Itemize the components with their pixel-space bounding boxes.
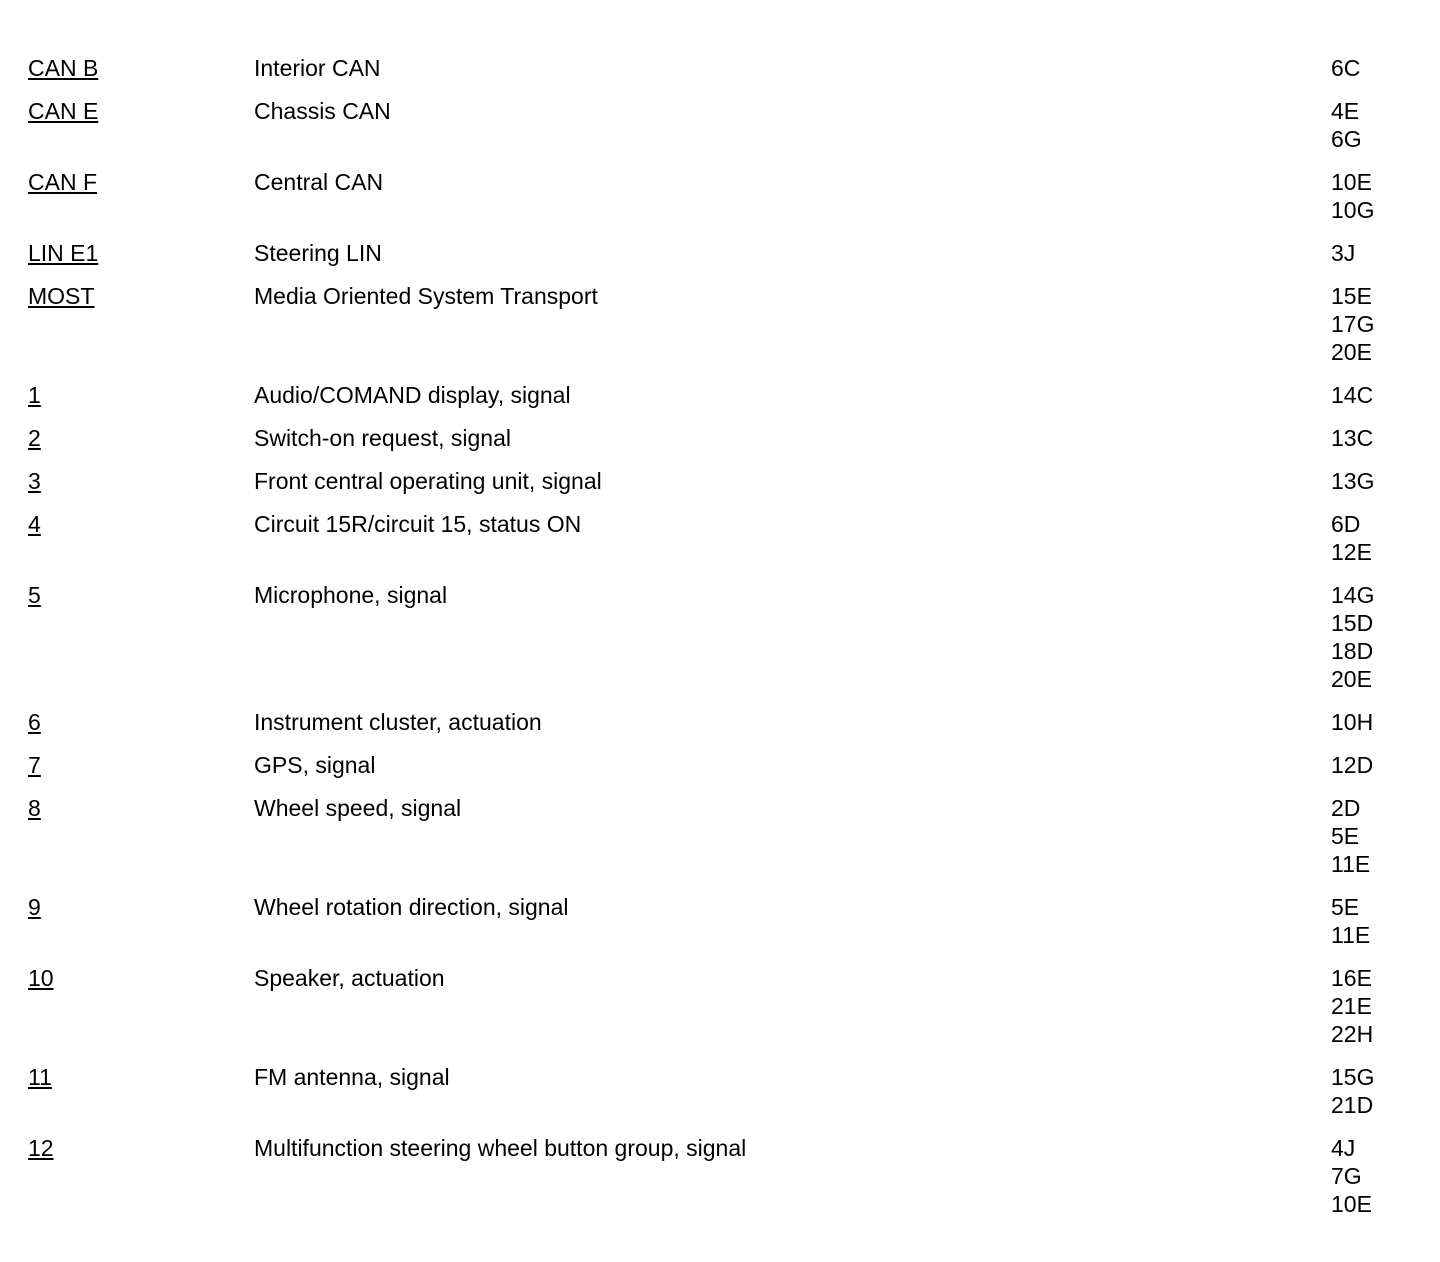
- legend-row: [0, 54, 1440, 82]
- grid-reference: 11E: [1331, 851, 1371, 877]
- grid-reference: 11E: [1331, 922, 1371, 948]
- legend-description: Interior CAN: [254, 55, 381, 81]
- legend-code-link[interactable]: 3: [28, 468, 41, 494]
- legend-row: [0, 510, 1440, 566]
- legend-code-link[interactable]: 12: [28, 1135, 54, 1161]
- legend-row: [0, 239, 1440, 267]
- legend-row: [0, 168, 1440, 224]
- legend-grid-refs: [1331, 1063, 1440, 1119]
- legend-code-link[interactable]: 9: [28, 894, 41, 920]
- legend-code-link[interactable]: 2: [28, 425, 41, 451]
- legend-description: Multifunction steering wheel button group, signal: [254, 1135, 747, 1161]
- legend-code-link[interactable]: 1: [28, 382, 41, 408]
- legend-code-link[interactable]: CAN F: [28, 169, 97, 195]
- grid-reference: 6D: [1331, 511, 1361, 537]
- legend-grid-refs: [1331, 381, 1440, 409]
- legend-grid-refs: [1331, 510, 1440, 566]
- legend-grid-refs: [1331, 1134, 1440, 1218]
- legend-row: [0, 1063, 1440, 1119]
- grid-reference: 4E: [1331, 98, 1360, 124]
- legend-row: [0, 794, 1440, 878]
- grid-reference: 4J: [1331, 1135, 1356, 1161]
- legend-row: [0, 282, 1440, 366]
- legend-row: [0, 581, 1440, 693]
- legend-description: Media Oriented System Transport: [254, 283, 598, 309]
- legend-description: Wheel rotation direction, signal: [254, 894, 569, 920]
- grid-reference: 10E: [1331, 169, 1372, 195]
- grid-reference: 15D: [1331, 610, 1374, 636]
- grid-reference: 13G: [1331, 468, 1375, 494]
- grid-reference: 10E: [1331, 1191, 1372, 1217]
- legend-row: [0, 467, 1440, 495]
- legend-row: [0, 1134, 1440, 1218]
- grid-reference: 17G: [1331, 311, 1375, 337]
- grid-reference: 6C: [1331, 55, 1361, 81]
- legend-grid-refs: [1331, 424, 1440, 452]
- grid-reference: 14C: [1331, 382, 1374, 408]
- legend-grid-refs: [1331, 893, 1440, 949]
- legend-grid-refs: [1331, 794, 1440, 878]
- legend-grid-refs: [1331, 54, 1440, 82]
- grid-reference: 14G: [1331, 582, 1375, 608]
- legend-description: Central CAN: [254, 169, 384, 195]
- legend-description: Wheel speed, signal: [254, 795, 462, 821]
- legend-code-link[interactable]: 11: [28, 1064, 52, 1090]
- grid-reference: 12E: [1331, 539, 1372, 565]
- legend-description: Chassis CAN: [254, 98, 391, 124]
- grid-reference: 2D: [1331, 795, 1361, 821]
- legend-code-link[interactable]: 5: [28, 582, 41, 608]
- legend-code-link[interactable]: 8: [28, 795, 41, 821]
- grid-reference: 20E: [1331, 339, 1372, 365]
- legend-description: Speaker, actuation: [254, 965, 445, 991]
- legend-description: Switch-on request, signal: [254, 425, 511, 451]
- grid-reference: 7G: [1331, 1163, 1362, 1189]
- legend-row: [0, 381, 1440, 409]
- legend-row: [0, 751, 1440, 779]
- legend-description: Instrument cluster, actuation: [254, 709, 542, 735]
- grid-reference: 5E: [1331, 894, 1360, 920]
- legend-row: [0, 424, 1440, 452]
- grid-reference: 6G: [1331, 126, 1362, 152]
- legend-code-link[interactable]: CAN E: [28, 98, 99, 124]
- grid-reference: 3J: [1331, 240, 1356, 266]
- signal-legend-table: [0, 54, 1440, 1233]
- grid-reference: 16E: [1331, 965, 1372, 991]
- legend-row: [0, 708, 1440, 736]
- legend-grid-refs: [1331, 168, 1440, 224]
- grid-reference: 15G: [1331, 1064, 1375, 1090]
- legend-description: Audio/COMAND display, signal: [254, 382, 571, 408]
- legend-grid-refs: [1331, 239, 1440, 267]
- legend-grid-refs: [1331, 282, 1440, 366]
- legend-row: [0, 964, 1440, 1048]
- grid-reference: 21E: [1331, 993, 1372, 1019]
- legend-row: [0, 893, 1440, 949]
- grid-reference: 20E: [1331, 666, 1372, 692]
- legend-code-link[interactable]: CAN B: [28, 55, 99, 81]
- grid-reference: 5E: [1331, 823, 1360, 849]
- legend-grid-refs: [1331, 581, 1440, 693]
- legend-code-link[interactable]: LIN E1: [28, 240, 99, 266]
- legend-description: Front central operating unit, signal: [254, 468, 602, 494]
- legend-grid-refs: [1331, 964, 1440, 1048]
- legend-grid-refs: [1331, 708, 1440, 736]
- legend-grid-refs: [1331, 467, 1440, 495]
- legend-grid-refs: [1331, 751, 1440, 779]
- grid-reference: 10H: [1331, 709, 1374, 735]
- legend-description: Microphone, signal: [254, 582, 448, 608]
- legend-code-link[interactable]: 6: [28, 709, 41, 735]
- legend-grid-refs: [1331, 97, 1440, 153]
- legend-row: [0, 97, 1440, 153]
- legend-code-link[interactable]: 7: [28, 752, 41, 778]
- legend-description: GPS, signal: [254, 752, 376, 778]
- grid-reference: 15E: [1331, 283, 1372, 309]
- legend-description: FM antenna, signal: [254, 1064, 450, 1090]
- grid-reference: 13C: [1331, 425, 1374, 451]
- legend-code-link[interactable]: 4: [28, 511, 41, 537]
- grid-reference: 18D: [1331, 638, 1374, 664]
- legend-description: Steering LIN: [254, 240, 382, 266]
- grid-reference: 12D: [1331, 752, 1374, 778]
- grid-reference: 10G: [1331, 197, 1375, 223]
- legend-code-link[interactable]: MOST: [28, 283, 95, 309]
- grid-reference: 21D: [1331, 1092, 1374, 1118]
- grid-reference: 22H: [1331, 1021, 1374, 1047]
- legend-description: Circuit 15R/circuit 15, status ON: [254, 511, 582, 537]
- legend-code-link[interactable]: 10: [28, 965, 54, 991]
